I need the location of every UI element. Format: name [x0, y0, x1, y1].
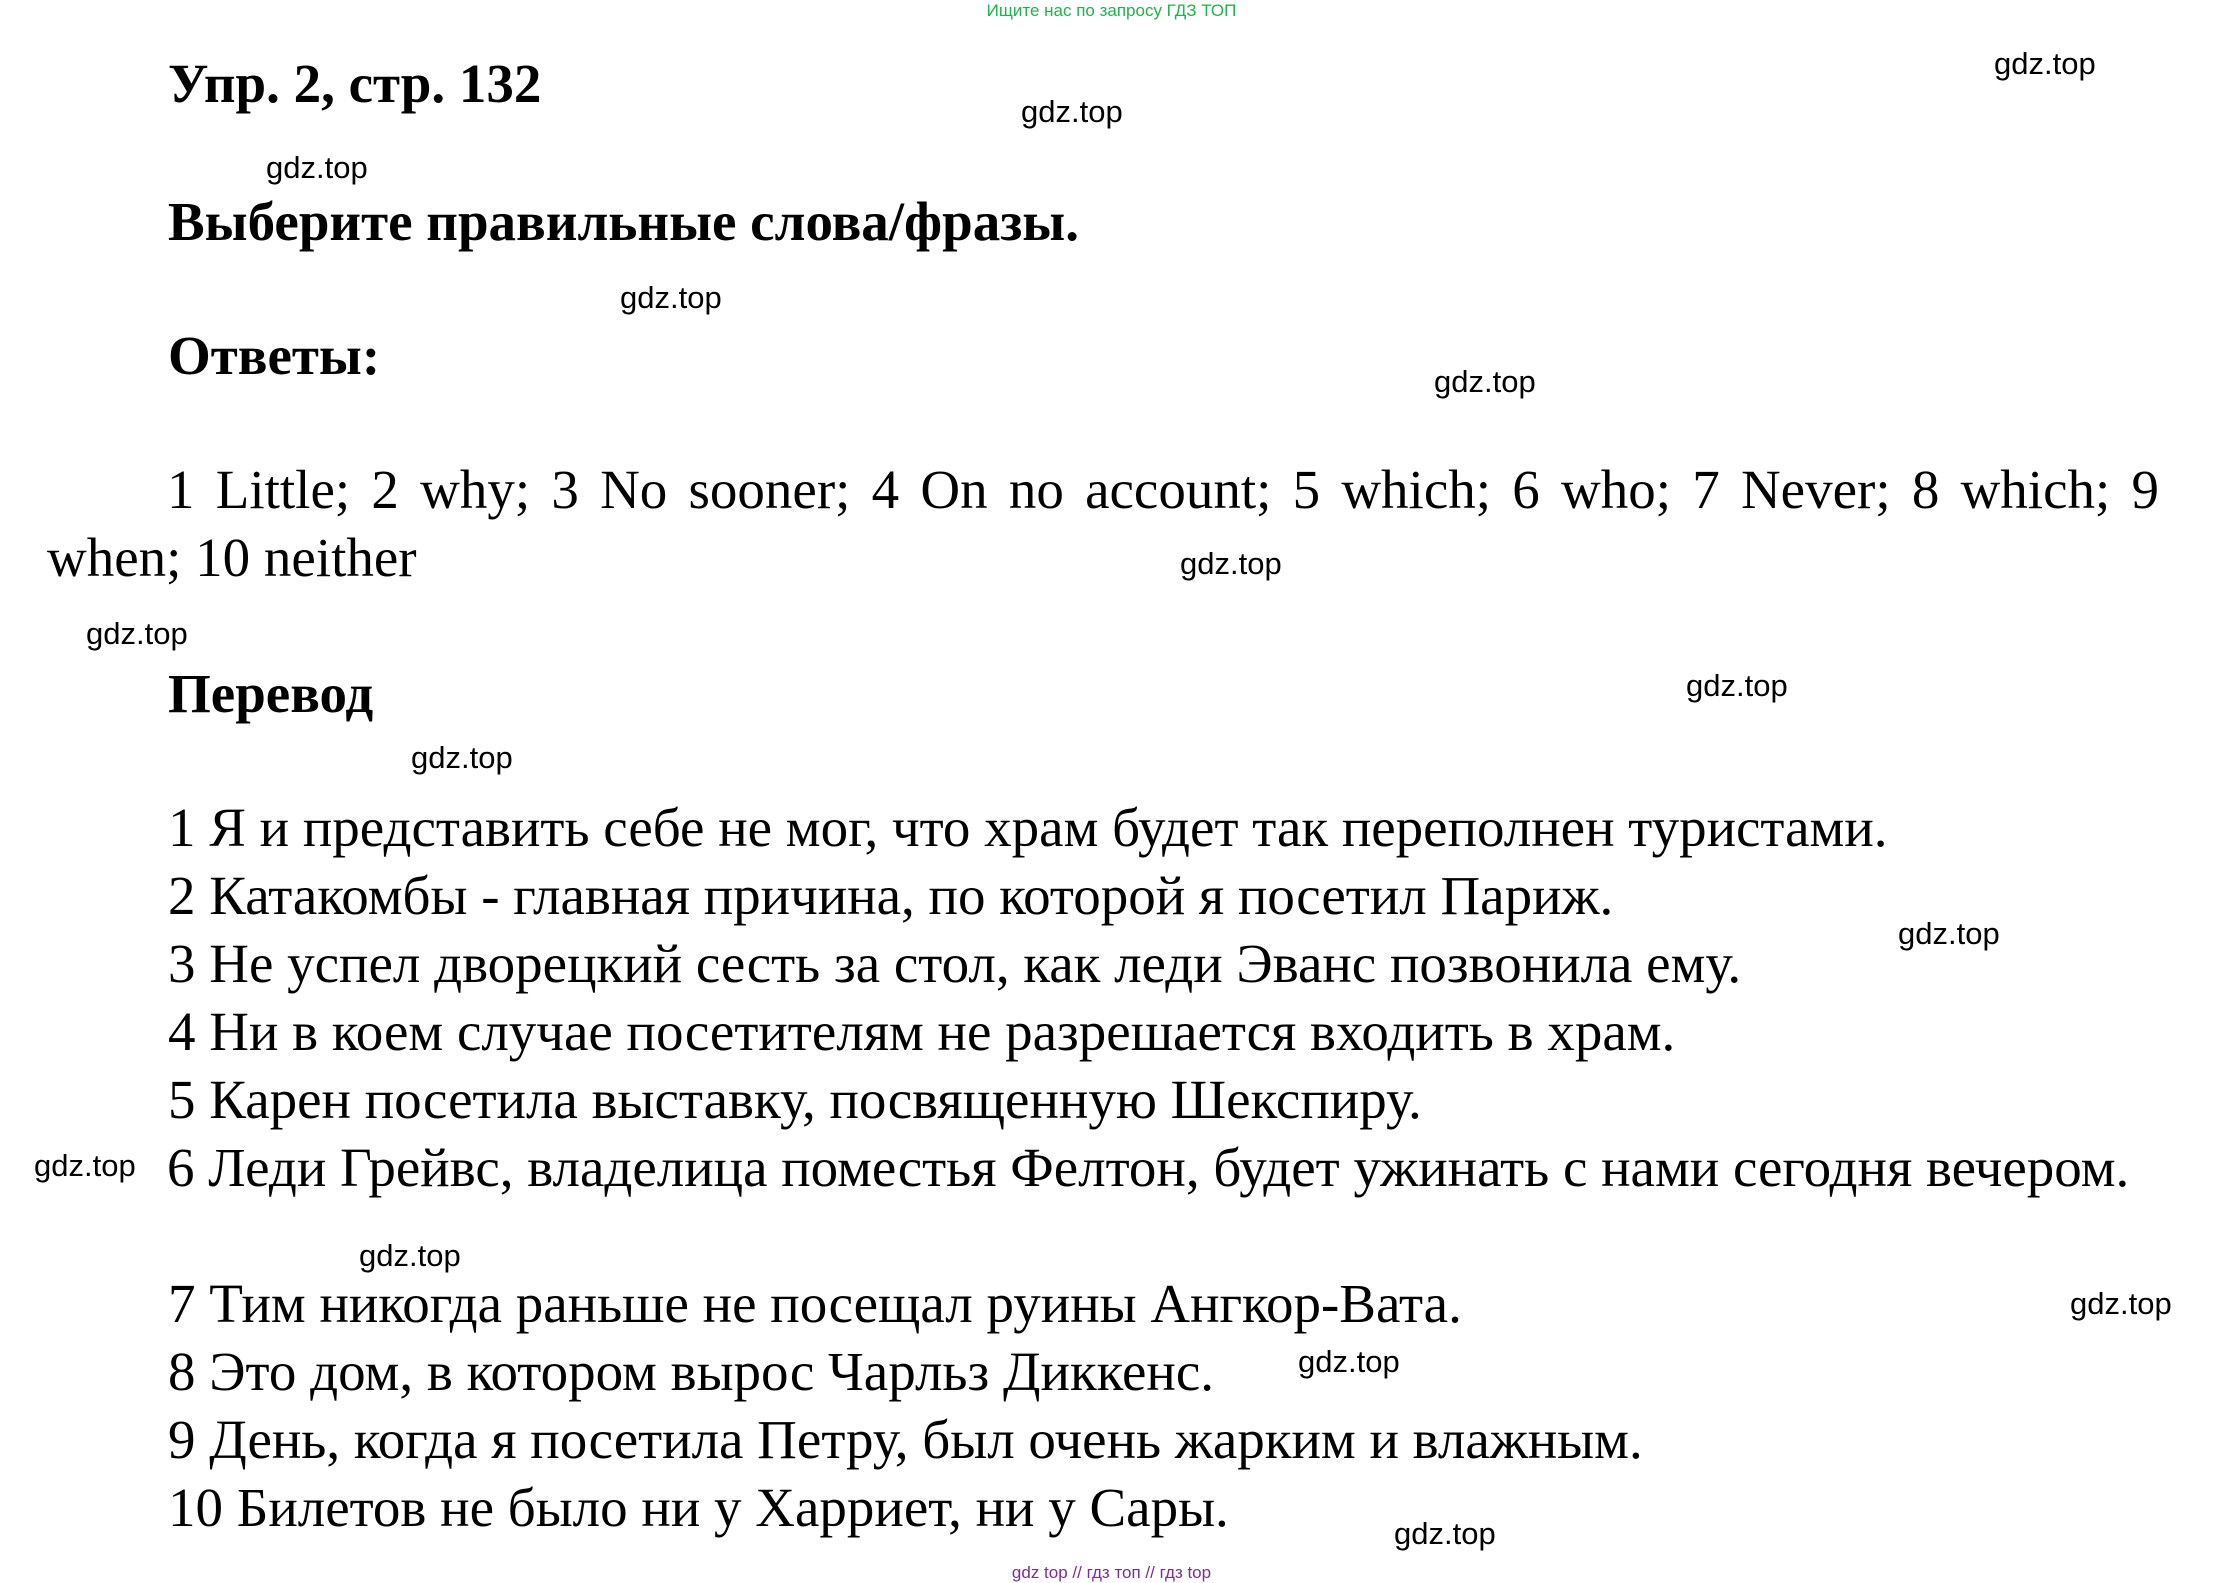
translation-line-2: 2 Катакомбы - главная причина, по которой я посетил Париж. [168, 865, 1614, 926]
watermark: gdz.top [34, 1148, 136, 1183]
bottom-note: gdz top // гдз топ // гдз top [1011, 1563, 1212, 1582]
translation-line-1: 1 Я и представить себе не мог, что храм будет так переполнен туристами. [168, 797, 1888, 858]
translation-line-10: 10 Билетов не было ни у Харриет, ни у Сары. [168, 1477, 1229, 1538]
translation-line-4: 4 Ни в коем случае посетителям не разрешается входить в храм. [168, 1001, 1676, 1062]
watermark: gdz.top [1898, 916, 2000, 951]
answers-text: 1 Little; 2 why; 3 No sooner; 4 On no account; 5 which; 6 who; 7 Never; 8 which; 9 when; 10 neither [47, 459, 2159, 588]
watermark: gdz.top [1434, 364, 1536, 399]
watermark: gdz.top [411, 740, 513, 775]
translation-line-7: 7 Тим никогда раньше не посещал руины Ангкор-Вата. [168, 1273, 1462, 1334]
watermark: gdz.top [1994, 46, 2096, 81]
watermark: gdz.top [359, 1238, 461, 1273]
translation-line-3: 3 Не успел дворецкий сесть за стол, как леди Эванс позвонила ему. [168, 933, 1742, 994]
top-note: Ищите нас по запросу ГДЗ ТОП [986, 1, 1237, 20]
watermark: gdz.top [1394, 1516, 1496, 1551]
translation-line-6: 6 Леди Грейвс, владелица поместья Фелтон, будет ужинать с нами сегодня вечером. [167, 1137, 2130, 1198]
translation-line-5: 5 Карен посетила выставку, посвященную Шекспиру. [168, 1069, 1422, 1130]
watermark: gdz.top [1298, 1344, 1400, 1379]
watermark: gdz.top [1686, 668, 1788, 703]
instruction-heading: Выберите правильные слова/фразы. [168, 191, 1079, 252]
translation-line-8: 8 Это дом, в котором вырос Чарльз Диккенс. [168, 1341, 1215, 1402]
watermark: gdz.top [86, 616, 188, 651]
watermark: gdz.top [266, 150, 368, 185]
translation-line-9: 9 День, когда я посетила Петру, был очень жарким и влажным. [168, 1409, 1643, 1470]
answers-heading: Ответы: [168, 325, 381, 386]
translation-heading: Перевод [168, 663, 374, 724]
page-title: Упр. 2, стр. 132 [168, 53, 542, 114]
watermark: gdz.top [1021, 94, 1123, 129]
watermark: gdz.top [620, 280, 722, 315]
watermark: gdz.top [1180, 546, 1282, 581]
watermark: gdz.top [2070, 1286, 2172, 1321]
